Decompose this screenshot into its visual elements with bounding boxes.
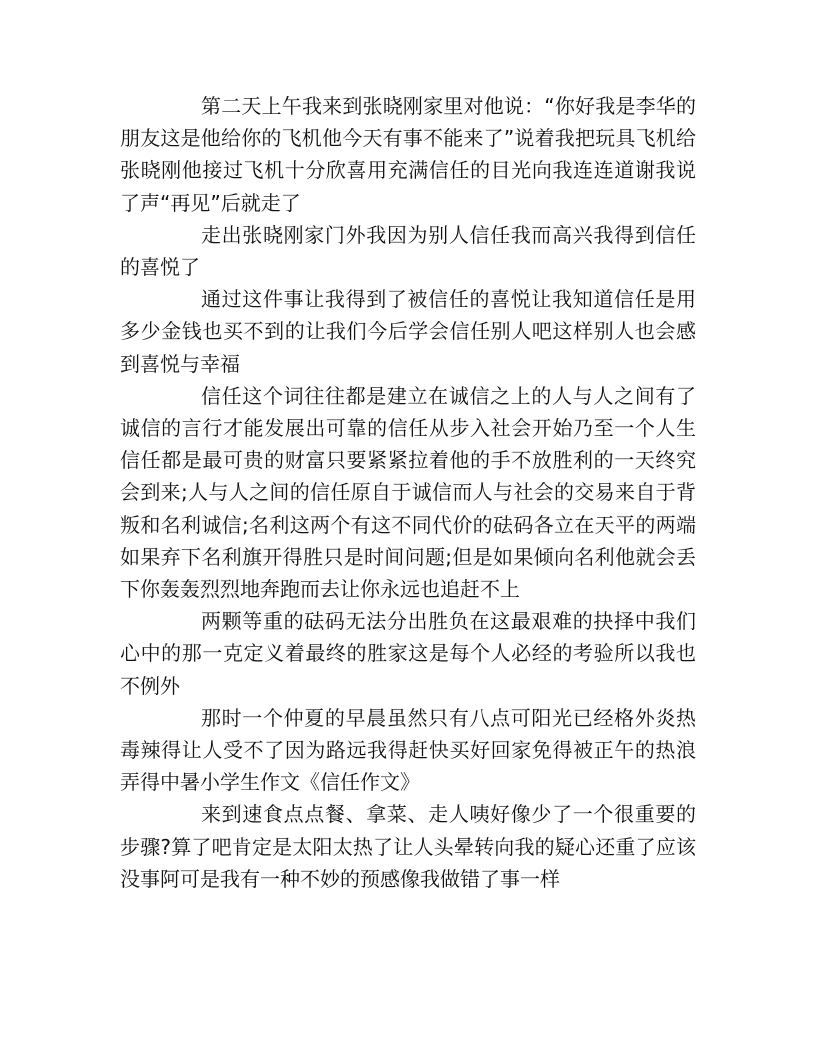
paragraph-1: 第二天上午我来到张晓刚家里对他说：“你好我是李华的朋友这是他给你的飞机他今天有事不能来了”说着我把玩具飞机给张晓刚他接过飞机十分欣喜用充满信任的目光向我连连道谢我说了声“再见”后就走了 [120, 94, 696, 215]
paragraph-2: 走出张晓刚家门外我因为别人信任我而高兴我得到信任的喜悦了 [120, 222, 696, 280]
paragraph-6: 那时一个仲夏的早晨虽然只有八点可阳光已经格外炎热毒辣得让人受不了因为路远我得赶快买好回家免得被正午的热浪弄得中暑小学生作文《信任作文》 [120, 705, 696, 795]
paragraph-7: 来到速食点点餐、拿菜、走人咦好像少了一个很重要的步骤?算了吧肯定是太阳太热了让人头晕转向我的疑心还重了应该没事阿可是我有一种不妙的预感像我做错了事一样 [120, 802, 696, 891]
paragraph-3: 通过这件事让我得到了被信任的喜悦让我知道信任是用多少金钱也买不到的让我们今后学会信任别人吧这样别人也会感到喜悦与幸福 [120, 287, 696, 376]
paragraph-4: 信任这个词往往都是建立在诚信之上的人与人之间有了诚信的言行才能发展出可靠的信任从步入社会开始乃至一个人生信任都是最可贵的财富只要紧紧拉着他的手不放胜利的一天终究会到来;人与人之间的信任原自于诚信而人与社会的交易来自于背叛和名利诚信;名利这两个有这不同代价的砝码各立在天平的两端如果弃下名利旗开得胜只是时间问题;但是如果倾向名利他就会丢下你轰轰烈烈地奔跑而去让你永远也追赶不上 [120, 383, 696, 602]
document-page [120, 90, 696, 895]
paragraph-5: 两颗等重的砝码无法分出胜负在这最艰难的抉择中我们心中的那一克定义着最终的胜家这是每个人必经的考验所以我也不例外 [120, 609, 696, 698]
